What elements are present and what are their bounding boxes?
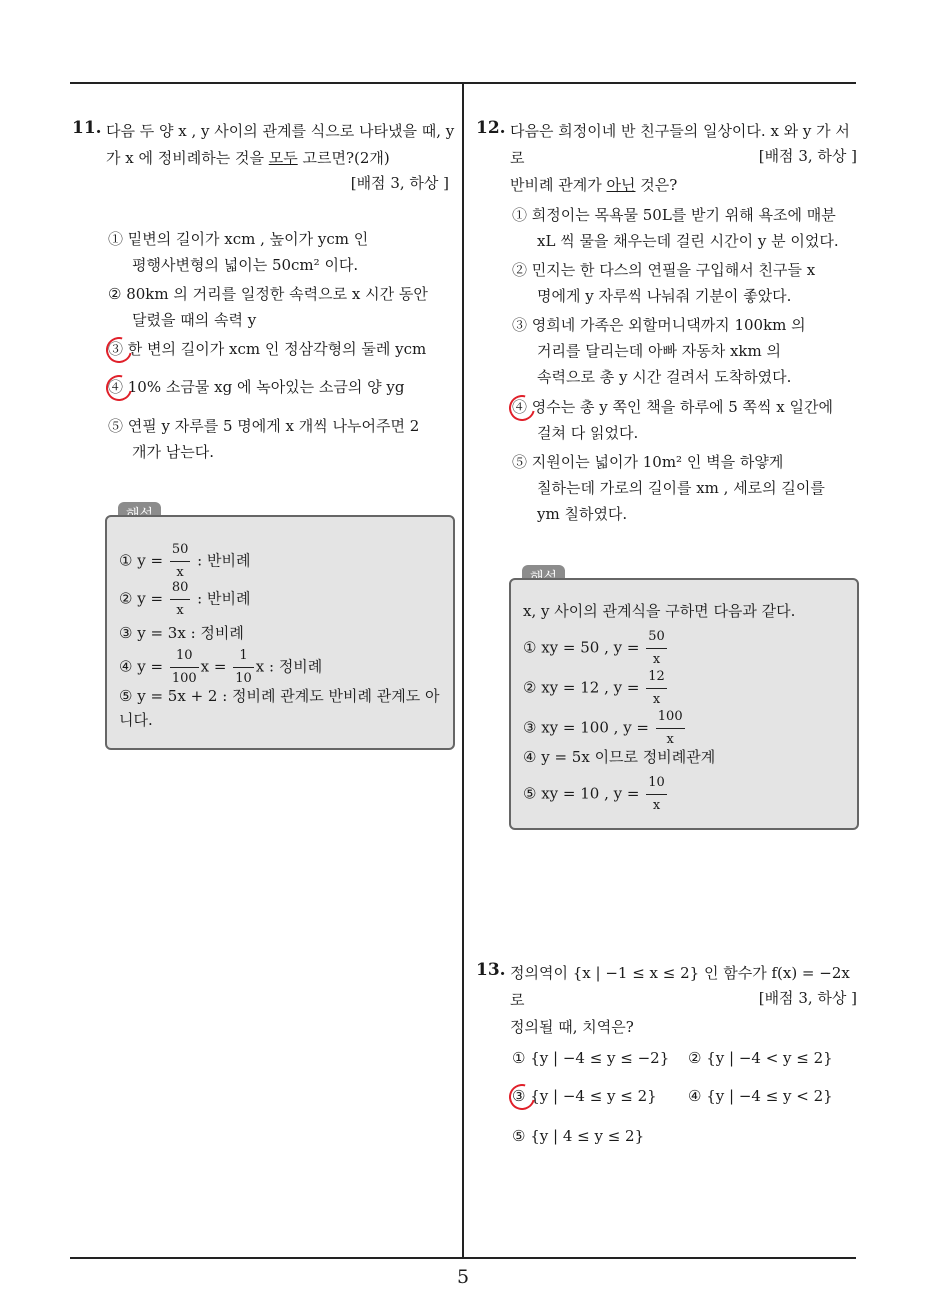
option-text: ① 희정이는 목욕물 50L를 받기 위해 욕조에 매분	[512, 206, 836, 224]
solution-line	[119, 645, 322, 690]
solution-box	[509, 578, 859, 830]
denominator: 100	[171, 671, 197, 686]
option-text: ② 80km 의 거리를 일정한 속력으로 x 시간 동안	[108, 285, 428, 303]
text: ② y =	[119, 589, 164, 608]
fraction	[646, 772, 667, 817]
option-text: ⑤ 연필 y 자루를 5 명에게 x 개씩 나누어주면 2	[108, 417, 420, 435]
solution-line	[523, 666, 669, 711]
fraction	[656, 706, 685, 751]
fraction	[170, 645, 199, 690]
text: ② xy = 12 , y =	[523, 678, 640, 697]
option-text[interactable]: ④ 영수는 총 y 쪽인 책을 하루에 5 쪽씩 x 일간에	[512, 398, 833, 416]
option-text: 칠하는데 가로의 길이를 xm , 세로의 길이를	[537, 479, 825, 497]
numerator: 10	[646, 772, 667, 795]
solution-line: ⑤ y = 5x + 2 : 정비례 관계도 반비례 관계도 아	[119, 687, 440, 705]
numerator: 100	[656, 706, 685, 729]
option-text[interactable]: ③ 한 변의 길이가 xcm 인 정삼각형의 둘레 ycm	[108, 340, 427, 358]
question-line	[510, 172, 861, 199]
text: 가 x 에 정비례하는 것을	[106, 149, 269, 167]
option-text: ① {y | −4 ≤ y ≤ −2}	[512, 1049, 670, 1067]
option-text: 달렸을 때의 속력 y	[132, 311, 257, 329]
text: ③ xy = 100 , y =	[523, 718, 649, 737]
option-text[interactable]: ④ 10% 소금물 xg 에 녹아있는 소금의 양 yg	[108, 378, 405, 396]
question-line: 정의될 때, 치역은?	[510, 1018, 634, 1036]
column-divider	[462, 82, 464, 1258]
question-line: 정의역이 {x | −1 ≤ x ≤ 2} 인 함수가 f(x) = −2x 로	[510, 964, 850, 1009]
question-line	[106, 145, 454, 172]
text: : 반비례	[197, 589, 251, 608]
bottom-rule	[70, 1257, 856, 1259]
option-text: ③ 영희네 가족은 외할머니댁까지 100km 의	[512, 316, 806, 334]
question-text	[106, 118, 454, 172]
solution-box	[105, 515, 455, 750]
question-number: 13.	[476, 960, 506, 980]
text: : 반비례	[197, 551, 251, 570]
page-number: 5	[456, 1266, 470, 1288]
solution-line	[523, 626, 669, 671]
solution-line: ④ y = 5x 이므로 정비례관계	[523, 748, 716, 766]
option-text: ② {y | −4 < y ≤ 2}	[688, 1049, 833, 1067]
option-text: ⑤ 지원이는 넓이가 10m² 인 벽을 하얗게	[512, 453, 784, 471]
option-text: 거리를 달리는데 아빠 자동차 xkm 의	[537, 342, 781, 360]
text: x : 정비례	[255, 657, 323, 676]
text: 반비례 관계가	[510, 176, 607, 194]
underlined-text: 모두	[268, 149, 298, 167]
solution-line	[523, 706, 687, 751]
solution-line: ③ y = 3x : 정비례	[119, 624, 244, 642]
text: ④ y =	[119, 657, 164, 676]
denominator: x	[652, 652, 661, 667]
text: ① y =	[119, 551, 164, 570]
denominator: x	[652, 798, 661, 813]
numerator: 50	[646, 626, 667, 649]
fraction	[646, 666, 667, 711]
denominator: 10	[235, 671, 252, 686]
score-meta: [배점 3, 하상 ]	[758, 989, 857, 1007]
option-text: ⑤ {y | 4 ≤ y ≤ 2}	[512, 1127, 645, 1145]
option-text: xL 씩 물을 채우는데 걸린 시간이 y 분 이었다.	[537, 232, 839, 250]
option-text: ① 밑변의 길이가 xcm , 높이가 ycm 인	[108, 230, 369, 248]
fraction	[233, 645, 254, 690]
solution-line	[523, 772, 669, 817]
option-text: ym 칠하였다.	[537, 505, 628, 523]
text: 것은?	[635, 176, 678, 194]
fraction	[170, 577, 191, 622]
option-text: 걸쳐 다 읽었다.	[537, 424, 639, 442]
option-text: ② 민지는 한 다스의 연필을 구입해서 친구들 x	[512, 261, 816, 279]
option-text: 평행사변형의 넓이는 50cm² 이다.	[132, 256, 359, 274]
numerator: 10	[170, 645, 199, 668]
question-line: 다음 두 양 x , y 사이의 관계를 식으로 나타냈을 때, y	[106, 122, 455, 140]
underlined-text: 아닌	[606, 176, 636, 194]
solution-line: x, y 사이의 관계식을 구하면 다음과 같다.	[523, 602, 796, 620]
text: ① xy = 50 , y =	[523, 638, 640, 657]
solution-line	[119, 577, 250, 622]
option-text: 속력으로 총 y 시간 걸려서 도착하였다.	[537, 368, 792, 386]
numerator: 1	[233, 645, 254, 668]
denominator: x	[666, 732, 674, 747]
text: ⑤ xy = 10 , y =	[523, 784, 640, 803]
option-text: 개가 남는다.	[132, 443, 214, 461]
question-line: 다음은 희정이네 반 친구들의 일상이다. x 와 y 가 서로	[510, 122, 850, 167]
text: x =	[200, 657, 227, 676]
question-number: 11.	[72, 118, 102, 138]
option-text[interactable]: ③ {y | −4 ≤ y ≤ 2}	[512, 1087, 657, 1105]
fraction	[646, 626, 667, 671]
question-number: 12.	[476, 118, 506, 138]
numerator: 50	[170, 539, 191, 562]
denominator: x	[176, 603, 184, 618]
numerator: 12	[646, 666, 667, 689]
score-meta: [배점 3, 하상 ]	[350, 174, 449, 192]
text: 고르면?(2개)	[297, 149, 390, 167]
numerator: 80	[170, 577, 191, 600]
denominator: x	[652, 692, 661, 707]
option-text: 명에게 y 자루씩 나눠줘 기분이 좋았다.	[537, 287, 792, 305]
option-text: ④ {y | −4 ≤ y < 2}	[688, 1087, 833, 1105]
denominator: x	[176, 565, 184, 580]
score-meta: [배점 3, 하상 ]	[758, 147, 857, 165]
solution-line: 니다.	[119, 711, 153, 729]
